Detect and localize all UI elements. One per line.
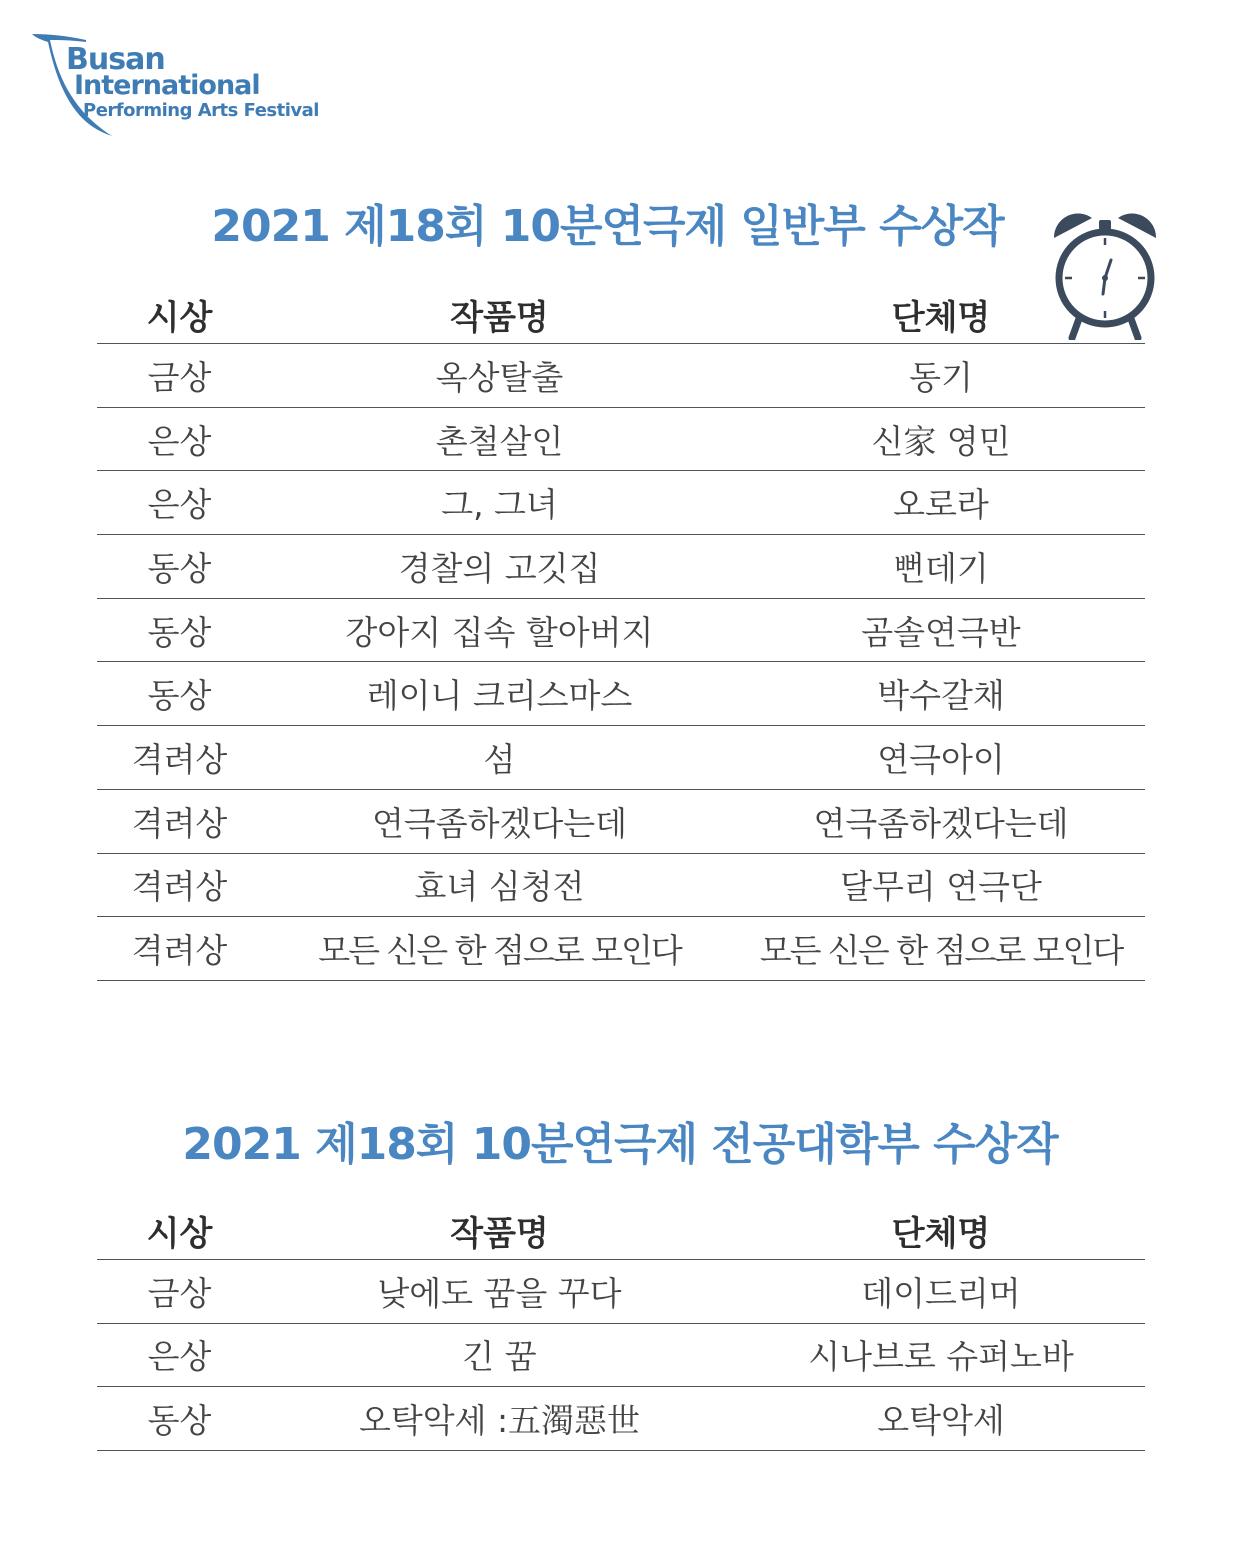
table-row xyxy=(97,471,1145,535)
table-header-row xyxy=(97,290,1145,344)
work-cell: 낮에도 꿈을 꾸다 xyxy=(262,1260,737,1324)
award-cell: 은상 xyxy=(97,471,262,535)
table-row xyxy=(97,662,1145,726)
work-cell: 오탁악세 :五濁惡世 xyxy=(262,1387,737,1451)
work-cell: 옥상탈출 xyxy=(262,344,737,408)
university-section-title: 2021 제18회 10분연극제 전공대학부 수상작 xyxy=(182,1119,1058,1170)
work-cell: 연극좀하겠다는데 xyxy=(262,789,737,853)
group-cell: 뻔데기 xyxy=(737,535,1145,599)
group-cell: 동기 xyxy=(737,344,1145,408)
header-work: 작품명 xyxy=(262,1205,737,1260)
award-cell: 격려상 xyxy=(97,917,262,981)
general-section-title: 2021 제18회 10분연극제 일반부 수상작 xyxy=(211,201,1004,252)
table-row xyxy=(97,1387,1145,1451)
group-cell: 연극좀하겠다는데 xyxy=(737,789,1145,853)
header-group: 단체명 xyxy=(737,290,1145,344)
group-cell: 곰솔연극반 xyxy=(737,598,1145,662)
group-cell: 박수갈채 xyxy=(737,662,1145,726)
award-cell: 은상 xyxy=(97,407,262,471)
work-cell: 모든 신은 한 점으로 모인다 xyxy=(262,917,737,981)
table-row xyxy=(97,917,1145,981)
group-cell: 오탁악세 xyxy=(737,1387,1145,1451)
award-cell: 동상 xyxy=(97,1387,262,1451)
header-award: 시상 xyxy=(97,290,262,344)
group-cell: 모든 신은 한 점으로 모인다 xyxy=(737,917,1145,981)
award-cell: 격려상 xyxy=(97,726,262,790)
group-cell: 데이드리머 xyxy=(737,1260,1145,1324)
table-header-row xyxy=(97,1205,1145,1260)
festival-logo xyxy=(28,28,319,143)
group-cell: 연극아이 xyxy=(737,726,1145,790)
group-cell: 달무리 연극단 xyxy=(737,853,1145,917)
table-row xyxy=(97,535,1145,599)
table-row xyxy=(97,1260,1145,1324)
award-cell: 동상 xyxy=(97,598,262,662)
work-cell: 긴 꿈 xyxy=(262,1323,737,1387)
header-group: 단체명 xyxy=(737,1205,1145,1260)
award-cell: 격려상 xyxy=(97,853,262,917)
group-cell: 시나브로 슈퍼노바 xyxy=(737,1323,1145,1387)
award-cell: 동상 xyxy=(97,662,262,726)
award-cell: 금상 xyxy=(97,1260,262,1324)
table-row xyxy=(97,1323,1145,1387)
award-cell: 금상 xyxy=(97,344,262,408)
logo-text-busan: Busan xyxy=(66,42,165,77)
award-cell: 격려상 xyxy=(97,789,262,853)
work-cell: 경찰의 고깃집 xyxy=(262,535,737,599)
general-awards-table xyxy=(97,290,1145,981)
group-cell: 신家 영민 xyxy=(737,407,1145,471)
work-cell: 강아지 집속 할아버지 xyxy=(262,598,737,662)
logo-text-international: International xyxy=(74,70,260,101)
table-row xyxy=(97,407,1145,471)
work-cell: 효녀 심청전 xyxy=(262,853,737,917)
table-row xyxy=(97,853,1145,917)
university-awards-table xyxy=(97,1205,1145,1451)
table-row xyxy=(97,598,1145,662)
table-row xyxy=(97,726,1145,790)
work-cell: 레이니 크리스마스 xyxy=(262,662,737,726)
group-cell: 오로라 xyxy=(737,471,1145,535)
table-row xyxy=(97,789,1145,853)
table-row xyxy=(97,344,1145,408)
work-cell: 섬 xyxy=(262,726,737,790)
header-work: 작품명 xyxy=(262,290,737,344)
work-cell: 그, 그녀 xyxy=(262,471,737,535)
logo-text-subtitle: Performing Arts Festival xyxy=(83,100,319,121)
award-cell: 동상 xyxy=(97,535,262,599)
work-cell: 촌철살인 xyxy=(262,407,737,471)
header-award: 시상 xyxy=(97,1205,262,1260)
award-cell: 은상 xyxy=(97,1323,262,1387)
